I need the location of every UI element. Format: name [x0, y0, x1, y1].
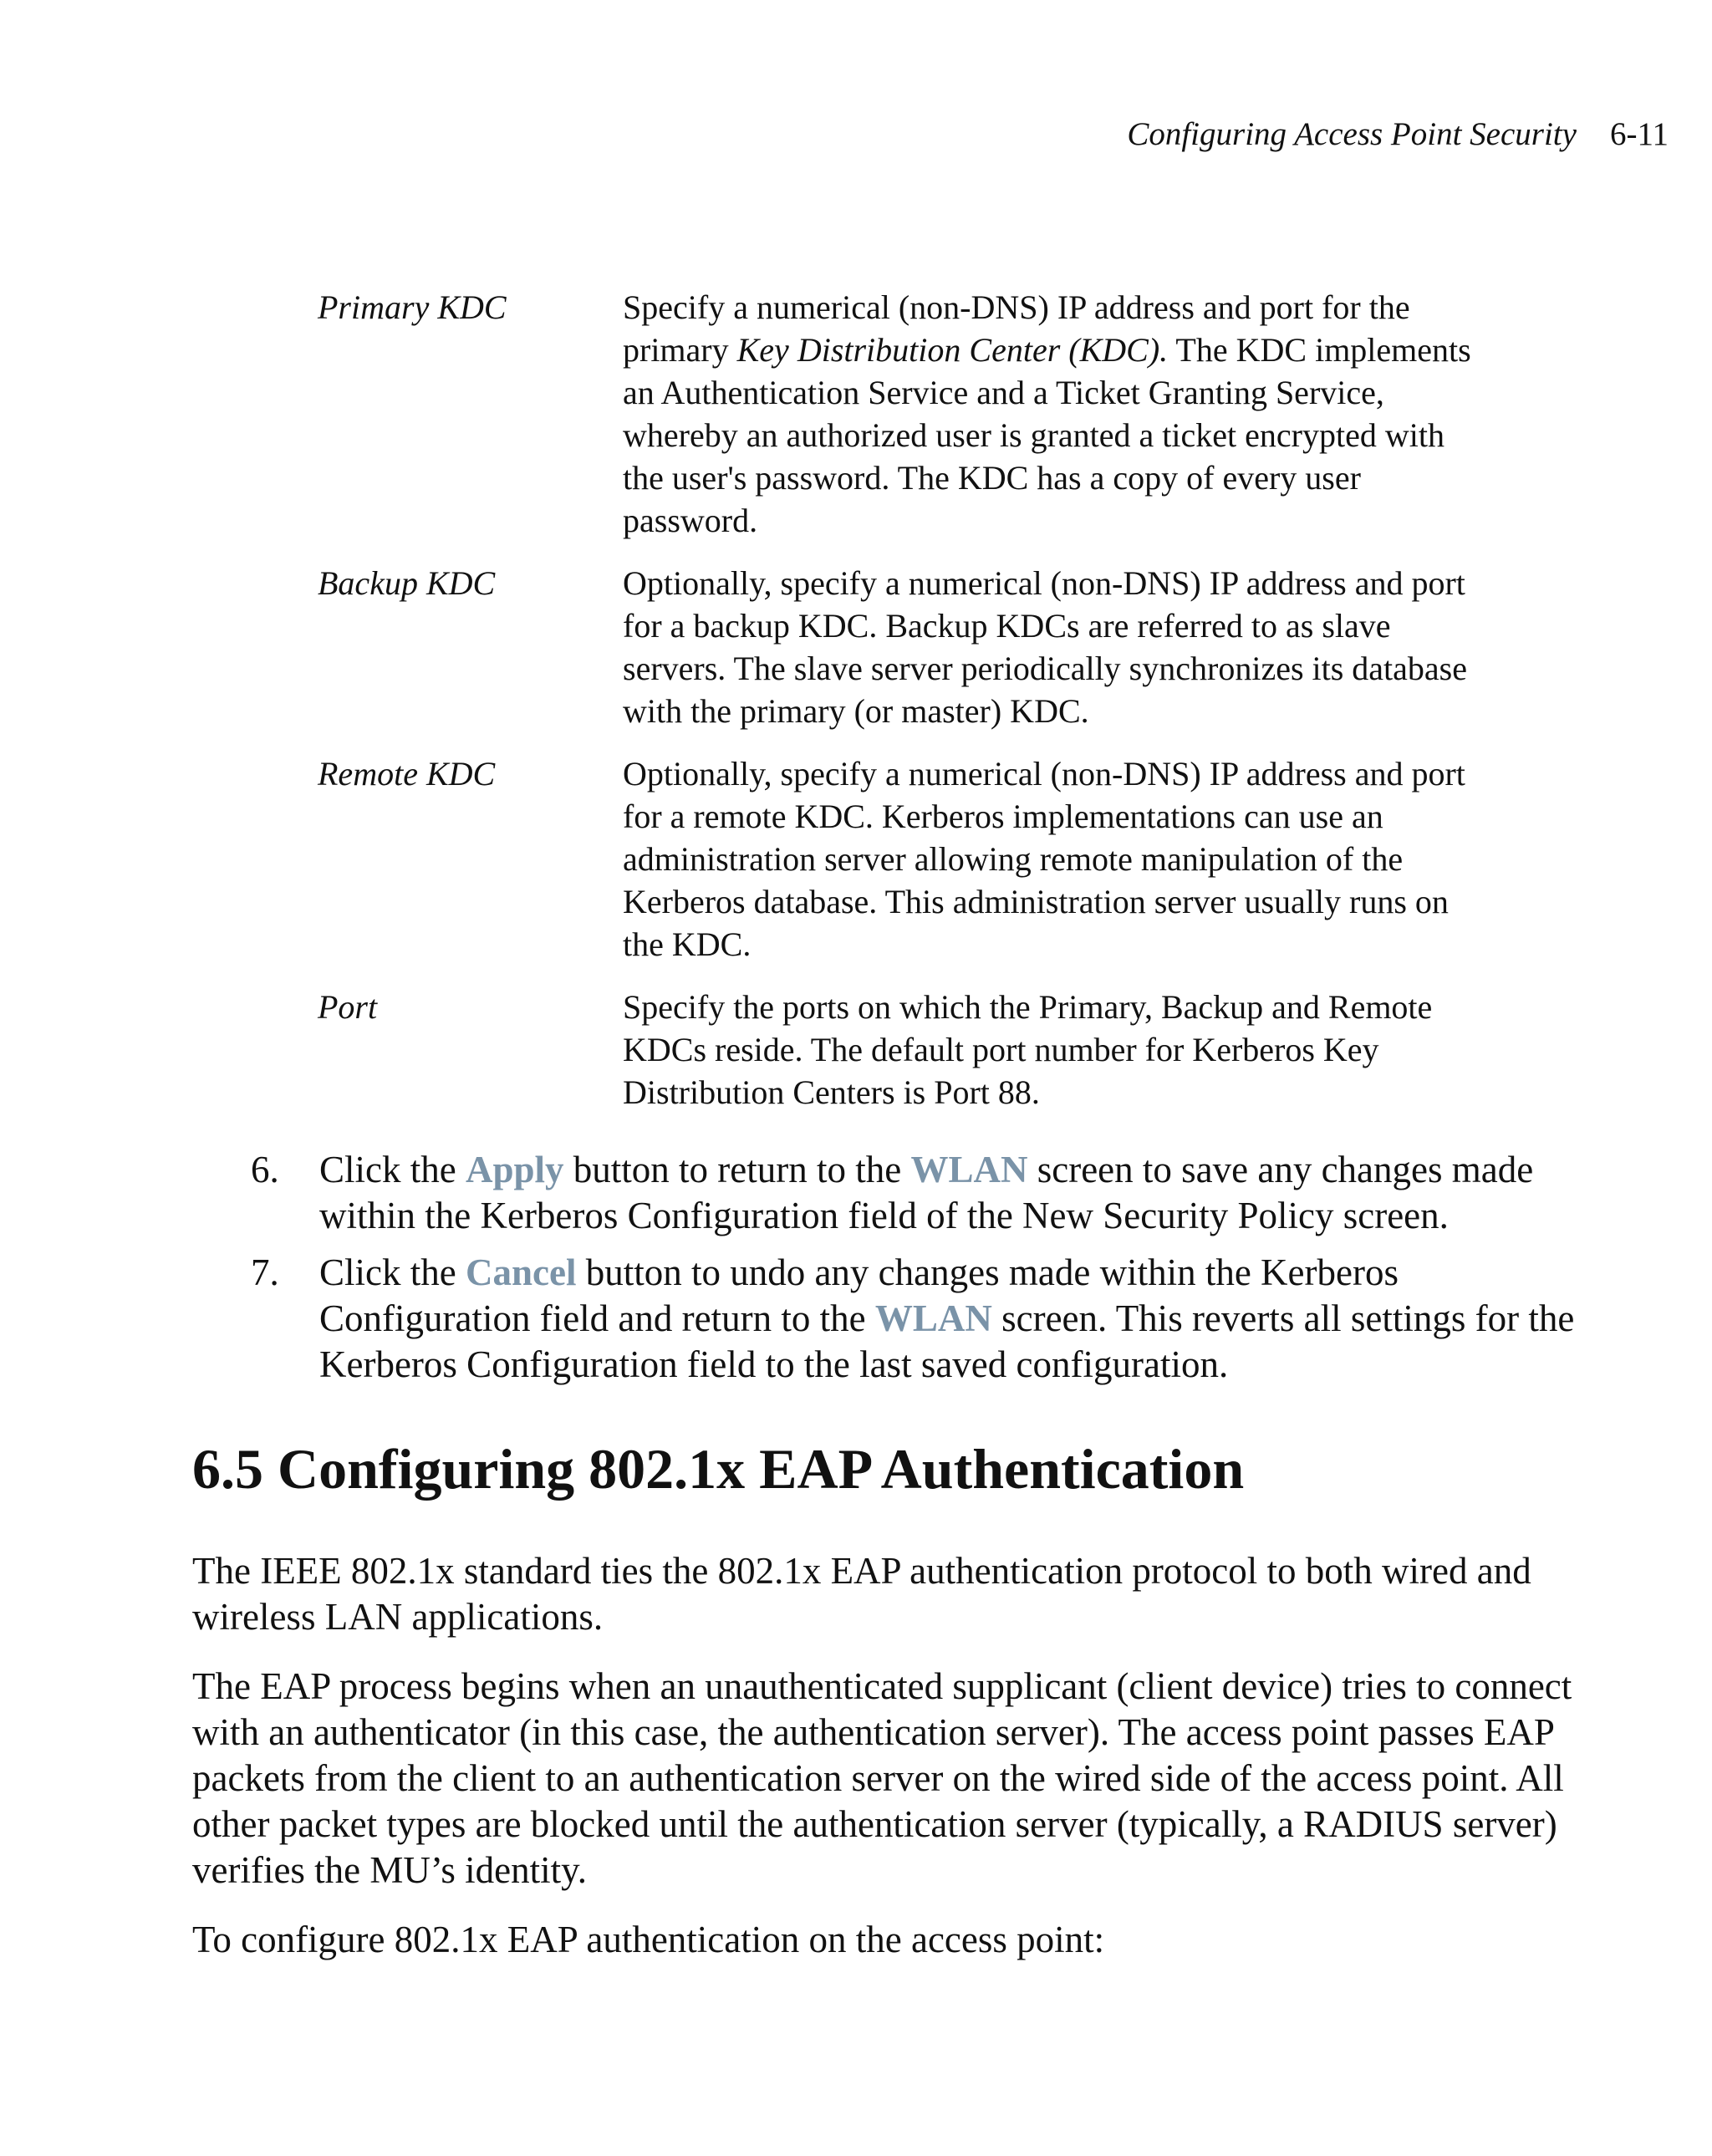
step-number: 6. — [251, 1149, 279, 1190]
paragraph: The EAP process begins when an unauthenticated supplicant (client device) tries to connect with an authenticator (in this case, the authentication server). The access point passes EAP packets from the client to an authentication server on the wired side of the access point. All other packet types are blocked until the authentication server (typically, a RADIUS server) verifies the MU’s identity. — [192, 1665, 1572, 1891]
definition-row — [318, 286, 1471, 542]
text: button to undo any changes made within the Kerberos Configuration field and return to the — [319, 1251, 1399, 1339]
definition-term: Backup KDC — [318, 564, 496, 602]
definition-description: Specify the ports on which the Primary, Backup and Remote KDCs reside. The default port number for Kerberos Key Distribution Centers is Port 88. — [623, 988, 1433, 1111]
desc-text: Specify a numerical (non-DNS) IP address and port for the primary — [623, 288, 1410, 369]
definition-row — [318, 986, 1471, 1114]
definition-row — [318, 752, 1471, 966]
step-number: 7. — [251, 1251, 279, 1293]
paragraph: To configure 802.1x EAP authentication on the access point: — [192, 1919, 1105, 1960]
text: Click the — [319, 1149, 466, 1190]
desc-emphasis: Key Distribution Center (KDC). — [736, 331, 1169, 369]
definition-description: Optionally, specify a numerical (non-DNS) IP address and port for a remote KDC. Kerberos implementations can use an administration server allowing remote manipulation of the Kerberos database. This administration server usually runs on the KDC. — [623, 755, 1465, 963]
wlan-screen-ref: WLAN — [910, 1149, 1028, 1190]
definition-term: Remote KDC — [318, 755, 496, 793]
definition-description: Optionally, specify a numerical (non-DNS) IP address and port for a backup KDC. Backup KDCs are referred to as slave servers. The slave server periodically synchronizes its database with the primary (or master) KDC. — [623, 564, 1467, 730]
step-text — [319, 1147, 1605, 1239]
text: Click the — [319, 1251, 466, 1293]
definition-term: Primary KDC — [318, 288, 507, 326]
section-body — [192, 1548, 1597, 1986]
desc-text: The KDC implements an Authentication Service and a Ticket Granting Service, whereby an authorized user is granted a ticket encrypted with the user's password. The KDC has a copy of every user password. — [623, 331, 1471, 539]
paragraph: The IEEE 802.1x standard ties the 802.1x EAP authentication protocol to both wired and wireless LAN applications. — [192, 1550, 1531, 1638]
page-number: 6-11 — [1609, 116, 1669, 152]
text: screen to save any changes made within the Kerberos Configuration field of the New Security Policy screen. — [319, 1149, 1534, 1236]
step-item — [251, 1250, 1605, 1388]
cancel-button-ref: Cancel — [465, 1251, 577, 1293]
text: button to return to the — [563, 1149, 911, 1190]
apply-button-ref: Apply — [465, 1149, 564, 1190]
definition-description — [623, 286, 1471, 542]
text: screen. This reverts all settings for the Kerberos Configuration field to the last saved configuration. — [319, 1297, 1575, 1385]
step-text — [319, 1250, 1605, 1388]
definition-row — [318, 562, 1471, 732]
section-title: Configuring Access Point Security — [1127, 116, 1577, 152]
section-heading: 6.5 Configuring 802.1x EAP Authentication — [192, 1437, 1245, 1501]
running-header — [1127, 115, 1669, 153]
step-item — [251, 1147, 1605, 1239]
definition-list — [318, 286, 1471, 1134]
definition-term: Port — [318, 988, 378, 1026]
step-list — [251, 1147, 1605, 1399]
wlan-screen-ref: WLAN — [874, 1297, 992, 1339]
